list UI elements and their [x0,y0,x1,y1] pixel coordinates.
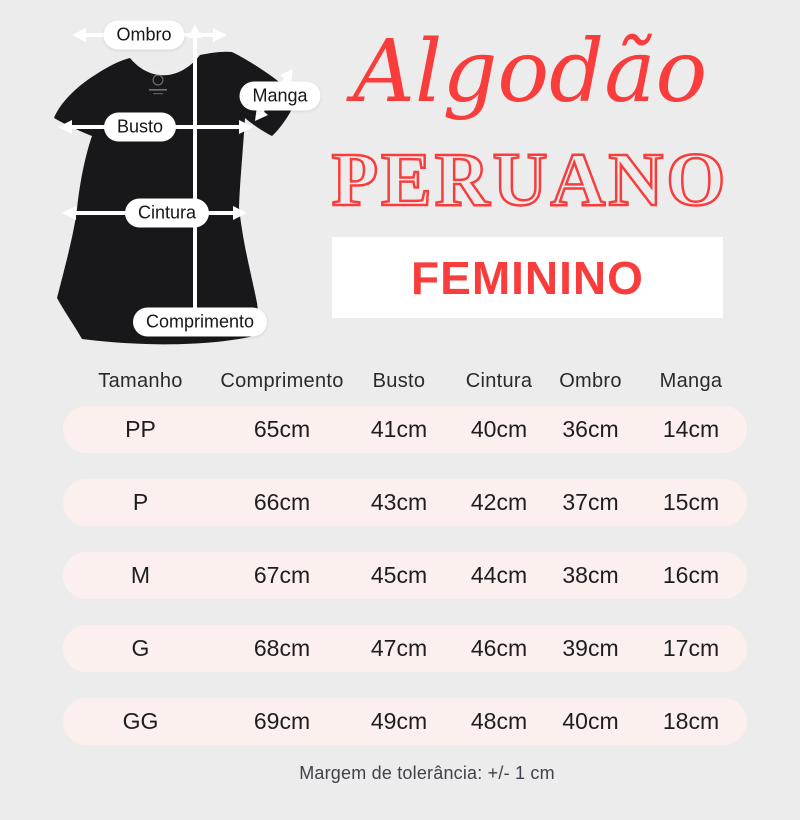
tshirt-measurement-diagram [10,5,320,355]
cell-value: 47cm [370,635,428,661]
cell-value: 65cm [253,416,311,442]
label-ombro: Ombro [103,21,184,50]
cell-value: 45cm [370,562,428,588]
header-cintura: Cintura [465,369,533,392]
cell-size: M [130,562,151,588]
table-row-m [63,552,747,599]
shirt-logo-text-line [153,93,163,94]
header-ombro: Ombro [559,369,622,392]
cell-value: 68cm [253,635,311,661]
cell-value: 44cm [470,562,528,588]
label-comprimento: Comprimento [133,308,267,337]
cell-value: 67cm [253,562,311,588]
cell-value: 43cm [370,489,428,515]
label-cintura: Cintura [125,199,209,228]
table-row-gg [63,698,747,745]
cell-value: 38cm [562,562,619,588]
shirt-logo-text-line [149,89,167,91]
arrow-up-icon [188,24,202,38]
header-busto: Busto [372,369,426,392]
feminino-banner [332,237,723,318]
cell-size: P [132,489,149,515]
cell-value: 16cm [662,562,720,588]
cell-value: 14cm [662,416,720,442]
table-row-p [63,479,747,526]
cell-value: 36cm [562,416,619,442]
cell-value: 41cm [370,416,428,442]
cell-value: 18cm [662,708,720,734]
arrow-left-icon [72,28,86,42]
title-algodao: Algodão [352,22,708,122]
cell-value: 46cm [470,635,528,661]
cell-value: 17cm [662,635,720,661]
tolerance-note: Margem de tolerância: +/- 1 cm [299,763,555,783]
cell-value: 42cm [470,489,528,515]
table-row-pp [63,406,747,453]
size-table [63,368,747,745]
header-tamanho: Tamanho [98,369,183,392]
size-table-header [63,368,747,394]
tshirt-illustration [10,5,320,355]
cell-value: 66cm [253,489,311,515]
table-row-g [63,625,747,672]
shirt-size-tag: PP [153,64,163,70]
header-comprimento: Comprimento [220,369,344,392]
arrow-left-icon [62,206,76,220]
title-feminino: FEMININO [411,251,644,304]
cell-value: 40cm [562,708,619,734]
cell-value: 40cm [470,416,528,442]
label-manga: Manga [239,82,320,111]
cell-size: PP [125,416,156,442]
header-manga: Manga [659,369,723,392]
label-busto: Busto [104,113,176,142]
cell-value: 69cm [253,708,311,734]
cell-size: GG [122,708,159,734]
cell-value: 15cm [662,489,720,515]
title-peruano: PERUANO [331,138,729,222]
cell-value: 37cm [562,489,619,515]
cell-value: 39cm [562,635,619,661]
arrow-right-icon [213,28,227,42]
cell-value: 49cm [370,708,428,734]
cell-value: 48cm [470,708,528,734]
cell-size: G [131,635,150,661]
